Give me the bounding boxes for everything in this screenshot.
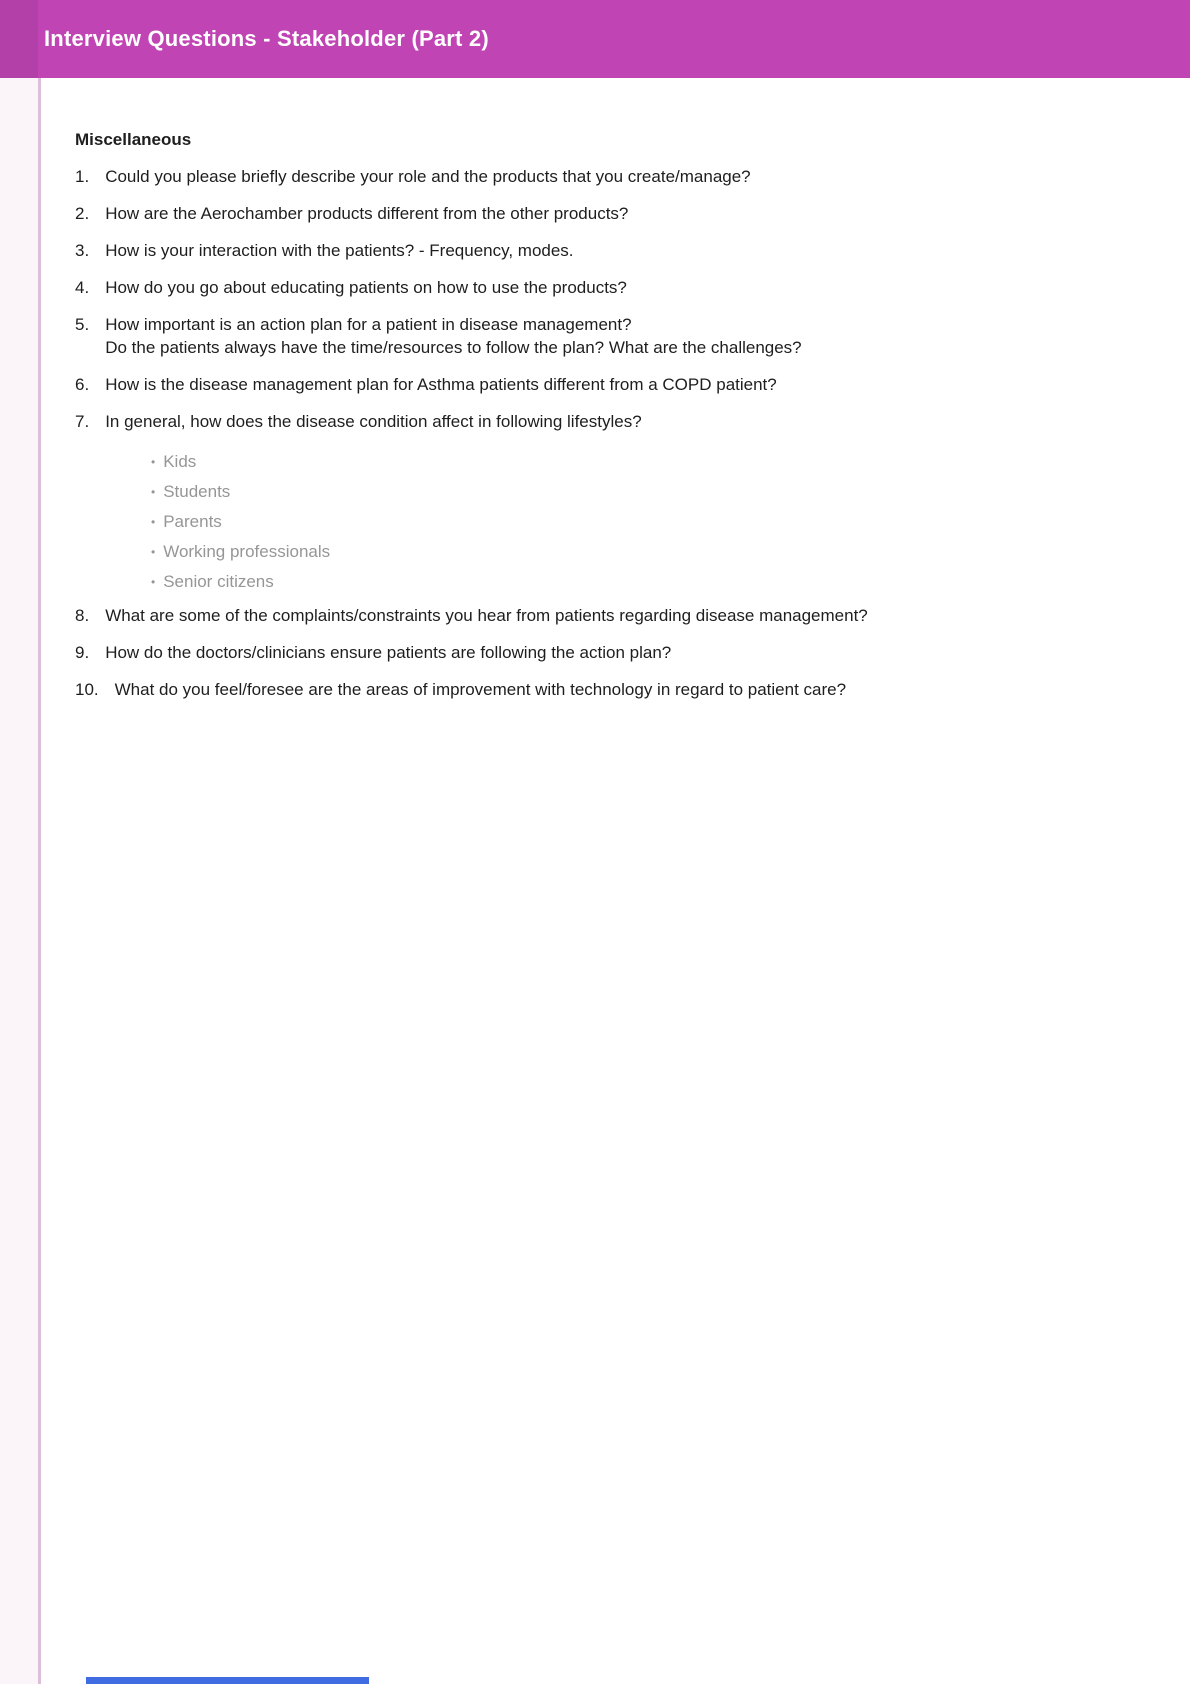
question-number: 6.	[75, 375, 90, 394]
question-text: In general, how does the disease condition affect in following lifestyles?	[105, 412, 642, 431]
question-number: 7.	[75, 412, 90, 431]
page-title: Interview Questions - Stakeholder (Part 2)	[44, 26, 489, 51]
question-text: How do you go about educating patients on how to use the products?	[105, 278, 627, 297]
question-number: 2.	[75, 204, 90, 223]
question-text: How do the doctors/clinicians ensure patients are following the action plan?	[105, 643, 672, 662]
question-text: What are some of the complaints/constraints you hear from patients regarding disease management?	[105, 606, 868, 625]
question-text: Could you please briefly describe your role and the products that you create/manage?	[105, 167, 751, 186]
left-margin-rule	[38, 78, 41, 1684]
section-heading: Miscellaneous	[75, 130, 192, 149]
bullet-icon: •	[151, 515, 156, 529]
question-item-1	[75, 165, 1135, 188]
bullet-item-students	[75, 477, 1135, 507]
bullet-label: Kids	[163, 452, 197, 471]
bullet-item-kids	[75, 447, 1135, 477]
question-text: How important is an action plan for a patient in disease management? Do the patients always have the time/resources to follow the plan? What are the challenges?	[105, 315, 802, 357]
bullet-icon: •	[151, 545, 156, 559]
question-number: 5.	[75, 315, 90, 334]
question-item-4	[75, 276, 1135, 299]
bullet-label: Working professionals	[163, 542, 331, 561]
bullet-item-senior-citizens	[75, 567, 1135, 597]
question-item-3	[75, 239, 1135, 262]
document-body	[75, 128, 1135, 715]
bullet-icon: •	[151, 455, 156, 469]
lifestyle-bullet-list	[75, 447, 1135, 597]
bottom-scroll-indicator[interactable]	[86, 1677, 369, 1684]
question-item-8	[75, 604, 1135, 627]
bullet-item-parents	[75, 507, 1135, 537]
question-item-9	[75, 641, 1135, 664]
bullet-label: Senior citizens	[163, 572, 274, 591]
question-text: How are the Aerochamber products different from the other products?	[105, 204, 629, 223]
question-number: 4.	[75, 278, 90, 297]
bullet-icon: •	[151, 485, 156, 499]
question-text: How is the disease management plan for Asthma patients different from a COPD patient?	[105, 375, 777, 394]
bullet-icon: •	[151, 575, 156, 589]
left-margin-strip	[0, 78, 38, 1684]
question-item-10	[75, 678, 1135, 701]
question-item-2	[75, 202, 1135, 225]
question-number: 10.	[75, 680, 99, 699]
question-text: How is your interaction with the patients? - Frequency, modes.	[105, 241, 574, 260]
question-item-6	[75, 373, 1135, 396]
question-number: 1.	[75, 167, 90, 186]
bullet-label: Parents	[163, 512, 222, 531]
title-bar	[0, 0, 1190, 78]
question-item-7	[75, 410, 1135, 433]
question-number: 8.	[75, 606, 90, 625]
question-number: 9.	[75, 643, 90, 662]
title-bar-left-accent	[0, 0, 38, 78]
bullet-label: Students	[163, 482, 231, 501]
question-item-5	[75, 313, 1135, 359]
question-number: 3.	[75, 241, 90, 260]
question-text: What do you feel/foresee are the areas of improvement with technology in regard to patient care?	[114, 680, 847, 699]
bullet-item-working-professionals	[75, 537, 1135, 567]
